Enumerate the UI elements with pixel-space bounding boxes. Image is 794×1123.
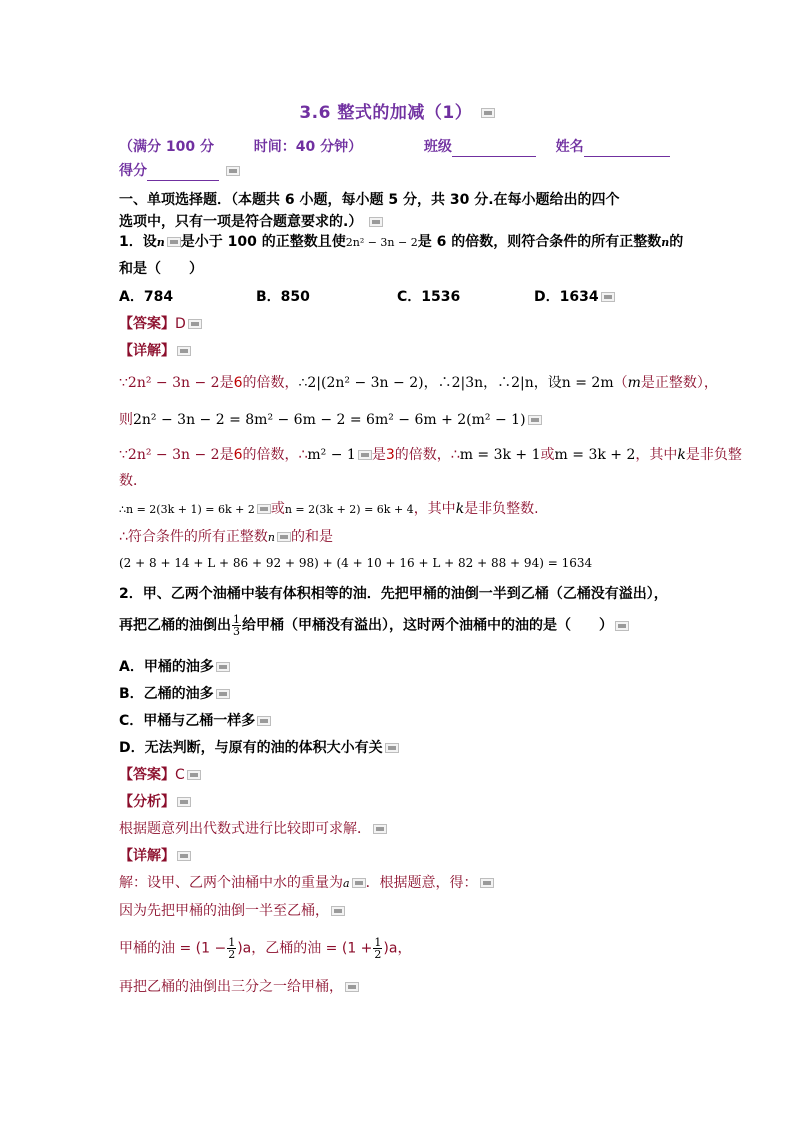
q1-s6-text: ∴符合条件的所有正整数 [119,529,268,545]
q2-d3-text2: )a，乙桶的油 = (1 + [237,940,373,957]
q2-text-b: 给甲桶（甲桶没有溢出），这时两个油桶中的油的是（ ） [242,617,613,634]
q2-d1-text2: ．根据题意，得： [365,875,478,891]
q1-s3-expr4: m = 3k + 2 [554,447,636,463]
image-marker-icon [352,878,366,888]
image-marker-icon [226,166,240,176]
score-line [119,161,240,181]
section-heading-line2 [119,212,383,232]
image-marker-icon [373,824,387,834]
fraction-numerator: 1 [374,936,382,949]
fraction-numerator: 1 [228,936,236,949]
title-text: 3.6 整式的加减（1） [299,103,473,123]
q1-s3-text5: 或 [540,447,555,463]
full-score: （满分 100 分 [119,139,214,155]
q2-d2-text: 因为先把甲桶的油倒一半至乙桶， [119,903,329,919]
q2-option-a[interactable] [119,657,230,677]
q1-expression: 2n² − 3n − 2 [345,236,418,249]
q2-option-c-text: C．甲桶与乙桶一样多 [119,713,256,729]
q1-option-b[interactable]: B．850 [256,289,310,305]
answer-label: 【答案】 [119,767,175,783]
answer-label: 【答案】 [119,316,175,332]
image-marker-icon [481,108,495,118]
q2-d3-text3: )a， [383,940,412,957]
q2-detail-line4 [119,977,359,997]
q1-s3-var-k: k [677,447,686,463]
image-marker-icon [188,319,202,329]
image-marker-icon [257,504,271,514]
q1-text-c: 是 6 的倍数，则符合条件的所有正整数 [417,234,662,250]
q1-option-a[interactable]: A．784 [119,289,174,305]
score-field[interactable] [147,166,219,181]
class-label: 班级 [423,139,452,155]
q1-solution-line7: (2 + 8 + 14 + L + 86 + 92 + 98) + (4 + 10 + 16 + L + 82 + 88 + 94) = 1634 [119,556,593,570]
q2-fraction [232,614,241,637]
q2-d3-fraction2 [373,937,382,960]
fraction-denominator: 3 [233,625,240,638]
q1-s3-expr3: m = 3k + 1 [459,447,541,463]
q2-d4-text: 再把乙桶的油倒出三分之一给甲桶， [119,979,343,995]
answer-value: D [175,316,186,332]
q2-option-b-text: B．乙桶的油多 [119,686,214,702]
image-marker-icon [177,346,191,356]
q1-s5-var-k: k [455,501,465,517]
fraction-denominator: 2 [228,948,236,961]
q2-option-b[interactable] [119,684,230,704]
q1-option-d[interactable] [534,287,615,307]
q1-s1-num: 6 [233,375,243,391]
analysis-body: 根据题意列出代数式进行比较即可求解． [119,821,371,837]
q1-solution-line2 [119,410,542,430]
q1-s2-expr: 2n² − 3n − 2 = 8m² − 6m − 2 = 6m² − 6m + 2(m² − 1) [133,412,526,428]
image-marker-icon [331,906,345,916]
q2-d3-text: 甲桶的油 = (1 − [119,940,227,957]
q1-s1-expr2: ∴2|(2n² − 3n − 2)，∴2|3n，∴2|n，设 [298,375,562,391]
q1-s3-text2: 的倍数，∴ [242,447,308,463]
q1-s6-var-n: n [267,531,276,544]
q1-s5-text3: 是非负整数. [464,501,539,517]
image-marker-icon [187,770,201,780]
name-label: 姓名 [555,139,584,155]
exam-meta [119,137,670,157]
q1-s5-text: 或 [270,501,285,517]
q2-d1-var-a: a [343,877,350,890]
q1-var-n: n [156,236,165,249]
q1-solution-line3: ∵2n² − 3n − 2是6的倍数，∴m² − 1 是3的倍数，∴m = 3k + 1或m = 3k + 2，其中k是非负整 [119,447,742,463]
image-marker-icon [615,621,629,631]
q1-s1-var-m: m [627,375,641,391]
image-marker-icon [177,797,191,807]
q2-stem-line2 [119,614,629,637]
q1-stem-line2: 和是（ ） [119,261,203,277]
q1-detail-heading [119,341,191,361]
q2-detail-line2 [119,901,345,921]
detail-label: 【详解】 [119,343,175,359]
q1-option-d-text: D．1634 [534,289,599,305]
image-marker-icon [216,662,230,672]
q2-option-d-text: D．无法判断，与原有的油的体积大小有关 [119,740,383,756]
image-marker-icon [601,292,615,302]
answer-value: C [175,767,185,783]
q2-analysis-heading [119,792,191,812]
image-marker-icon [257,716,271,726]
q1-text-d: 的 [669,234,684,250]
q1-text-a: 1．设 [119,234,157,250]
q2-text-a: 再把乙桶的油倒出 [119,617,231,634]
image-marker-icon [369,217,383,227]
q1-text-b: 是小于 100 的正整数且使 [180,234,346,250]
q1-s1-expr3: n = 2m [561,375,614,391]
q1-option-c[interactable]: C．1536 [397,289,461,305]
q1-s3-text3: 是 [371,447,386,463]
q1-solution-line6 [119,527,333,548]
q1-solution-line5 [119,499,539,520]
image-marker-icon [216,689,230,699]
q1-s1-expr: 2n² − 3n − 2 [127,375,220,391]
section-heading-text: 选项中，只有一项是符合题意要求的.） [119,214,363,230]
q1-stem-line1 [119,232,683,253]
image-marker-icon [177,851,191,861]
q2-detail-line1 [119,873,494,894]
image-marker-icon [358,450,372,460]
q1-s1-text2: 的倍数， [242,375,299,391]
q1-solution-line1: ∵2n² − 3n − 2是6的倍数，∴2|(2n² − 3n − 2)，∴2|3n，∴2|n，设n = 2m（m是正整数）， [119,375,718,391]
q1-s1-text3: （ [613,375,628,391]
image-marker-icon [385,743,399,753]
q1-s1-text: 是 [219,375,234,391]
image-marker-icon [167,237,181,247]
q2-d3-fraction [227,937,236,960]
q1-s1-text4: 是正整数）， [640,375,718,391]
section-heading-line1: 一、单项选择题．（本题共 6 小题，每小题 5 分，共 30 分.在每小题给出的四个 [119,192,620,208]
q2-answer [119,765,201,785]
image-marker-icon [528,415,542,425]
q1-s3-text4: 的倍数，∴ [394,447,460,463]
analysis-label: 【分析】 [119,794,175,810]
q2-analysis-text [119,819,387,839]
q1-s3-expr: 2n² − 3n − 2 [127,447,220,463]
image-marker-icon [345,982,359,992]
q1-solution-line4: 数． [119,473,147,489]
q2-option-c[interactable] [119,711,271,731]
fraction-numerator: 1 [233,613,240,626]
score-label: 得分 [119,163,147,179]
q2-option-d[interactable] [119,738,399,758]
time-limit: 时间：40 分钟） [253,139,363,155]
q1-var-n2: n [661,236,670,249]
q1-answer [119,314,202,334]
q1-s3-text6: ，其中 [635,447,678,463]
q1-s3-num: 6 [233,447,243,463]
q2-stem-line1: 2．甲、乙两个油桶中装有体积相等的油．先把甲桶的油倒一半到乙桶（乙桶没有溢出）， [119,586,668,602]
q2-detail-line3 [119,937,411,960]
detail-label: 【详解】 [119,848,175,864]
page-title [0,98,794,123]
q1-s3-expr2: m² − 1 [307,447,356,463]
name-field[interactable] [584,142,670,157]
class-field[interactable] [452,142,536,157]
q1-s2-text: 则 [119,412,133,428]
q1-s3-num2: 3 [385,447,395,463]
image-marker-icon [277,532,291,542]
q1-s5-expr2: n = 2(3k + 2) = 6k + 4 [284,503,414,516]
q2-option-a-text: A．甲桶的油多 [119,659,214,675]
image-marker-icon [480,878,494,888]
q1-s6-text2: 的和是 [291,529,334,545]
fraction-denominator: 2 [374,948,382,961]
q1-s5-expr: ∴n = 2(3k + 1) = 6k + 2 [119,503,255,516]
q1-s5-text2: ，其中 [413,501,456,517]
q2-d1-text: 解：设甲、乙两个油桶中水的重量为 [119,875,343,891]
q2-detail-heading [119,846,191,866]
q1-s3-text: 是 [219,447,234,463]
q1-s3-text7: 是非负整 [685,447,742,463]
